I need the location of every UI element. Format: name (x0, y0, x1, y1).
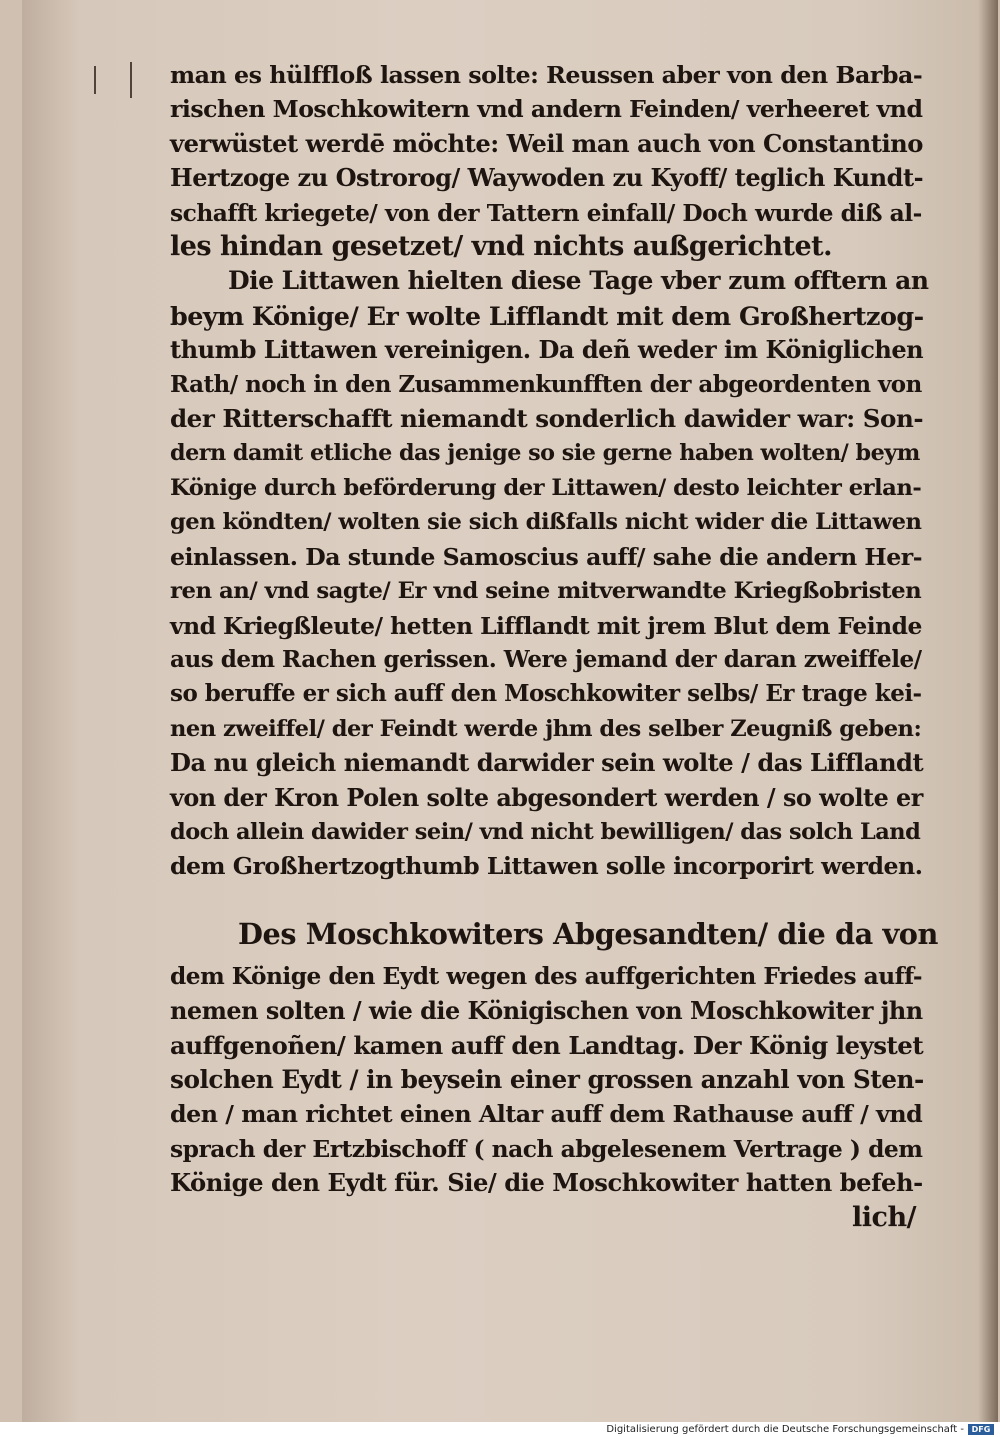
page-edge-shadow (978, 0, 998, 1422)
text-block (170, 58, 938, 1235)
text-line: so beruffe er sich auff den Moschkowiter selbs/ Er trage kei- (170, 680, 922, 708)
text-line: gen köndten/ wolten sie sich dißfalls nicht wider die Littawen (170, 509, 922, 536)
text-line: Da nu gleich niemandt darwider sein wolte / das Lifflandt (170, 748, 924, 778)
text-line: Rath/ noch in den Zusammenkunfften der abgeordenten von (170, 370, 922, 398)
text-line: den / man richtet einen Altar auff dem Rathause auff / vnd (170, 1100, 923, 1129)
paragraph-1 (170, 58, 930, 264)
text-line: dem Großhertzogthumb Littawen solle incorporirt werden. (170, 852, 923, 881)
margin-mark (130, 62, 132, 98)
text-line: aus dem Rachen gerissen. Were jemand der daran zweiffele/ (170, 645, 922, 673)
paragraph-2 (170, 264, 930, 883)
text-line: dern damit etliche das jenige so sie gerne haben wolten/ beym (170, 440, 920, 467)
paragraph-3 (170, 908, 938, 1235)
text-line: schafft kriegete/ von der Tattern einfall/ Doch wurde diß al- (170, 198, 922, 227)
text-line: rischen Moschkowitern vnd andern Feinden/ verheeret vnd (170, 95, 923, 124)
text-line: auffgenoñen/ kamen auff den Landtag. Der König leystet (170, 1030, 924, 1060)
text-line: sprach der Ertzbischoff ( nach abgelesenem Vertrage ) dem (170, 1134, 923, 1163)
text-line: nemen solten / wie die Königischen von Moschkowiter jhn (170, 997, 923, 1026)
text-line: einlassen. Da stunde Samoscius auff/ sahe die andern Her- (170, 542, 923, 571)
section-heading: Des Moschkowiters Abgesandten/ die da von (238, 916, 938, 951)
text-line: Hertzoge zu Ostrorog/ Waywoden zu Kyoff/ teglich Kundt- (170, 163, 924, 193)
text-line: les hindan gesetzet/ vnd nichts außgerichtet. (170, 231, 833, 263)
text-line: thumb Littawen vereinigen. Da deñ weder im Königlichen (170, 335, 924, 365)
dfg-logo: DFG (968, 1424, 994, 1435)
text-line: verwüstet werdē möchte: Weil man auch von Constantino (170, 128, 923, 158)
catchword: lich/ (852, 1201, 916, 1233)
text-line: der Ritterschafft niemandt sonderlich dawider war: Son- (170, 404, 924, 434)
text-line: man es hülffloß lassen solte: Reussen aber von den Barba- (170, 61, 923, 89)
text-line: nen zweiffel/ der Feindt werde jhm des selber Zeugniß geben: (170, 715, 922, 742)
text-line: dem Könige den Eydt wegen des auffgerichten Friedes auff- (170, 962, 922, 990)
footer-bar (0, 1422, 1000, 1437)
text-line: vnd Kriegßleute/ hetten Lifflandt mit jrem Blut dem Feinde (170, 611, 922, 640)
text-line: doch allein dawider sein/ vnd nicht bewilligen/ das solch Land (170, 818, 921, 845)
text-line: ren an/ vnd sagte/ Er vnd seine mitverwandte Kriegßobristen (170, 578, 922, 605)
text-line: von der Kron Polen solte abgesondert werden / so wolte er (170, 783, 923, 812)
text-line: beym Könige/ Er wolte Lifflandt mit dem Großhertzog- (170, 300, 924, 331)
funding-credit: Digitalisierung gefördert durch die Deutsche Forschungsgemeinschaft - (606, 1424, 964, 1435)
text-line: Könige durch beförderung der Littawen/ desto leichter erlan- (170, 474, 922, 501)
text-line: Die Littawen hielten diese Tage vber zum offtern an (228, 266, 929, 296)
margin-mark (94, 66, 96, 94)
text-line: Könige den Eydt für. Sie/ die Moschkowiter hatten befeh- (170, 1168, 923, 1198)
text-line: solchen Eydt / in beysein einer grossen anzahl von Sten- (170, 1064, 924, 1094)
